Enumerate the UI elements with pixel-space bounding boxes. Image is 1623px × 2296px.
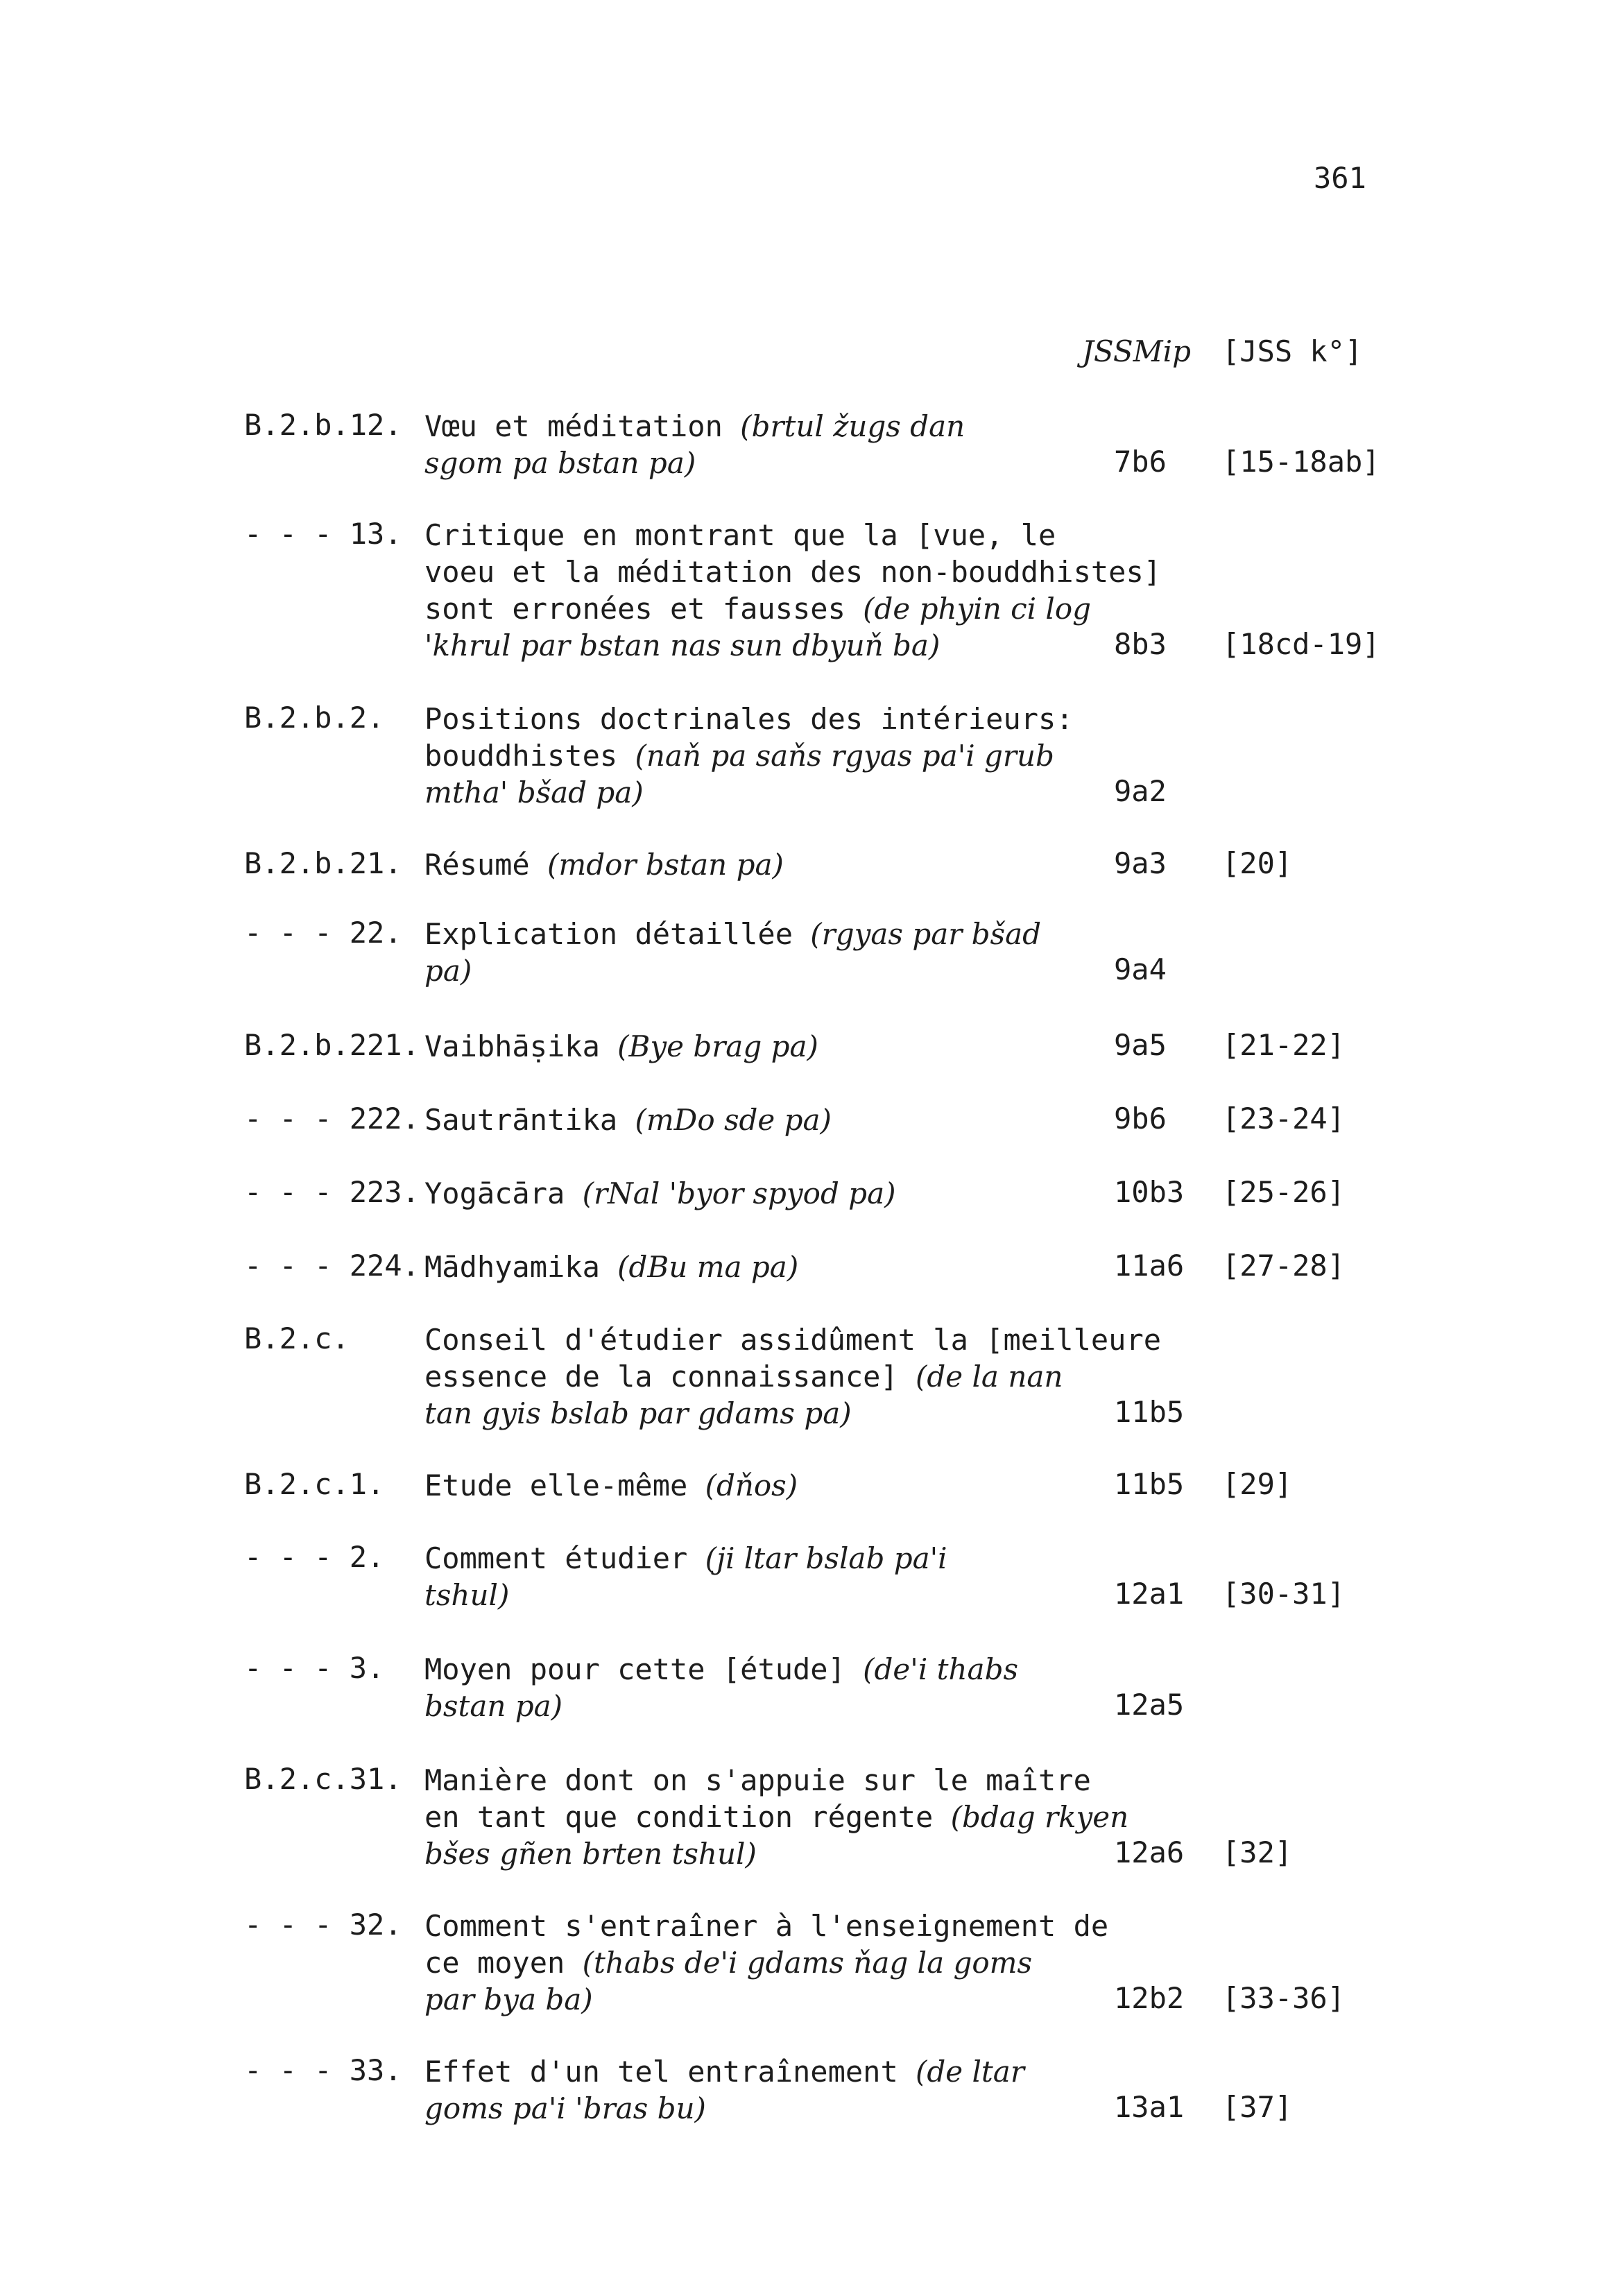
entry-title-text: Moyen pour cette [étude]	[424, 1652, 864, 1686]
tibetan-title: (brtul žugs dan	[740, 409, 965, 443]
entry-title-line	[424, 1799, 1187, 1835]
tibetan-title: (bdag rkyen	[950, 1800, 1129, 1834]
verse-reference: [37]	[1222, 2090, 1293, 2124]
entry-title-text: Vaibhāṣika	[424, 1029, 618, 1063]
column-header-jss: [JSS k°]	[1222, 334, 1363, 368]
entry-title	[424, 1175, 1187, 1212]
entry-title-text: Comment étudier	[424, 1541, 705, 1575]
entry-title-line	[424, 627, 1187, 664]
entry-title	[424, 846, 1187, 883]
entry-title-line	[424, 445, 1187, 481]
entry-title-line	[424, 1028, 1187, 1065]
entry-title-text: Résumé	[424, 848, 548, 882]
entry-title	[424, 1321, 1187, 1432]
verse-reference: [20]	[1222, 846, 1293, 880]
entry-title-line	[424, 1577, 1187, 1613]
tibetan-title: (rNal 'byor spyod pa)	[582, 1176, 896, 1210]
tibetan-title: (de'i thabs	[863, 1652, 1019, 1686]
entry-title-line	[424, 408, 1187, 445]
entry-title-line	[424, 916, 1187, 952]
entry-title	[424, 2053, 1187, 2127]
entry-title-line	[424, 2090, 1187, 2127]
folio-reference: 7b6	[1114, 445, 1167, 479]
folio-reference: 9a3	[1114, 846, 1167, 880]
verse-reference: [18cd-19]	[1222, 627, 1380, 661]
entry-title-text: sont erronées et fausses	[424, 592, 864, 626]
tibetan-title: (thabs de'i gdams ňag la goms	[582, 1946, 1033, 1980]
folio-reference: 12a6	[1114, 1835, 1185, 1869]
entry-title	[424, 1651, 1187, 1724]
tibetan-title: par bya ba)	[424, 1982, 593, 2016]
tibetan-title: tan gyis bslab par gdams pa)	[424, 1396, 852, 1430]
entry-title-line	[424, 1358, 1187, 1395]
folio-reference: 12b2	[1114, 1981, 1185, 2015]
tibetan-title: sgom pa bstan pa)	[424, 446, 696, 480]
verse-reference: [23-24]	[1222, 1102, 1346, 1136]
verse-reference: [27-28]	[1222, 1249, 1346, 1283]
tibetan-title: mtha' bšad pa)	[424, 776, 644, 809]
verse-reference: [33-36]	[1222, 1981, 1346, 2015]
entry-title-line	[424, 590, 1187, 627]
entry-number: B.2.b.21.	[244, 846, 402, 880]
tibetan-title: (Bye brag pa)	[617, 1029, 818, 1063]
tibetan-title: goms pa'i 'bras bu)	[424, 2091, 706, 2125]
entry-title-line	[424, 2053, 1187, 2090]
tibetan-title: bšes gñen brten tshul)	[424, 1837, 757, 1871]
entry-title-text: Manière dont on s'appuie sur le maître	[424, 1763, 1091, 1797]
tibetan-title: (naň pa saňs rgyas pa'i grub	[635, 739, 1054, 773]
entry-title-line	[424, 846, 1187, 883]
entry-title	[424, 1102, 1187, 1138]
tibetan-title: (mdor bstan pa)	[547, 848, 784, 882]
page-number: 361	[1314, 161, 1366, 195]
entry-title-line	[424, 1908, 1187, 1944]
folio-reference: 9a4	[1114, 952, 1167, 986]
verse-reference: [25-26]	[1222, 1175, 1346, 1209]
entry-number: - - - 32.	[244, 1908, 402, 1942]
entry-number: B.2.c.1.	[244, 1467, 385, 1501]
entry-title-text: bouddhistes	[424, 739, 635, 773]
entry-number: B.2.c.31.	[244, 1762, 402, 1796]
entry-title-line	[424, 774, 1187, 811]
entry-title-line	[424, 1175, 1187, 1212]
entry-title-text: essence de la connaissance]	[424, 1360, 916, 1394]
entry-title-text: Mādhyamika	[424, 1250, 618, 1284]
entry-title-line	[424, 1981, 1187, 2018]
entry-title	[424, 517, 1187, 664]
entry-number: B.2.b.12.	[244, 408, 402, 442]
tibetan-title: (de ltar	[916, 2055, 1024, 2089]
entry-title-line	[424, 952, 1187, 989]
folio-reference: 12a5	[1114, 1688, 1185, 1722]
entry-number: - - - 33.	[244, 2053, 402, 2087]
tibetan-title: (mDo sde pa)	[635, 1103, 832, 1137]
entry-title-text: Positions doctrinales des intérieurs:	[424, 702, 1074, 736]
entry-title-line	[424, 554, 1187, 590]
entry-title	[424, 701, 1187, 811]
folio-reference: 12a1	[1114, 1577, 1185, 1611]
entry-title-line	[424, 1944, 1187, 1981]
folio-reference: 8b3	[1114, 627, 1167, 661]
column-header-jssmip: JSSMip	[1082, 334, 1191, 368]
folio-reference: 9a2	[1114, 774, 1167, 808]
verse-reference: [21-22]	[1222, 1028, 1346, 1062]
folio-reference: 9b6	[1114, 1102, 1167, 1136]
entry-title-line	[424, 1467, 1187, 1504]
entry-title-text: Explication détaillée	[424, 917, 811, 951]
entry-title-line	[424, 1249, 1187, 1285]
entry-title-text: Critique en montrant que la [vue, le	[424, 518, 1056, 552]
entry-number: B.2.b.221.	[244, 1028, 420, 1062]
entry-title	[424, 916, 1187, 989]
tibetan-title: 'khrul par bstan nas sun dbyuň ba)	[424, 628, 941, 662]
tibetan-title: (de phyin ci log	[863, 592, 1092, 626]
entry-number: - - - 22.	[244, 916, 402, 950]
entry-title-line	[424, 1102, 1187, 1138]
entry-title-line	[424, 517, 1187, 554]
entry-number: - - - 2.	[244, 1540, 385, 1574]
entry-title	[424, 1762, 1187, 1872]
entry-title-line	[424, 701, 1187, 737]
entry-title-line	[424, 1540, 1187, 1577]
tibetan-title: tshul)	[424, 1578, 510, 1612]
entry-title-line	[424, 737, 1187, 774]
entry-title-text: Effet d'un tel entraînement	[424, 2055, 916, 2089]
tibetan-title: (rgyas par bšad	[810, 917, 1042, 951]
entry-title-text: Sautrāntika	[424, 1103, 635, 1137]
entry-title	[424, 1028, 1187, 1065]
tibetan-title: bstan pa)	[424, 1689, 563, 1723]
folio-reference: 9a5	[1114, 1028, 1167, 1062]
entry-number: - - - 3.	[244, 1651, 385, 1685]
entry-number: - - - 13.	[244, 517, 402, 551]
entry-title-text: Etude elle-même	[424, 1468, 705, 1502]
entry-title-text: Yogācāra	[424, 1176, 583, 1210]
entry-number: B.2.b.2.	[244, 701, 385, 735]
tibetan-title: (dBu ma pa)	[617, 1250, 799, 1284]
verse-reference: [29]	[1222, 1467, 1293, 1501]
folio-reference: 11a6	[1114, 1249, 1185, 1283]
entry-number: - - - 223.	[244, 1175, 420, 1209]
folio-reference: 10b3	[1114, 1175, 1185, 1209]
entry-title-text: voeu et la méditation des non-bouddhistes]	[424, 555, 1162, 589]
entry-title-line	[424, 1651, 1187, 1688]
entry-title-line	[424, 1688, 1187, 1724]
entry-number: B.2.c.	[244, 1321, 350, 1355]
folio-reference: 11b5	[1114, 1395, 1185, 1429]
entry-title-text: Vœu et méditation	[424, 409, 741, 443]
verse-reference: [32]	[1222, 1835, 1293, 1869]
entry-title-text: Comment s'entraîner à l'enseignement de	[424, 1909, 1109, 1943]
entry-title-text: en tant que condition régente	[424, 1800, 951, 1834]
tibetan-title: (de la nan	[916, 1360, 1063, 1394]
entry-title	[424, 1467, 1187, 1504]
entry-title	[424, 1540, 1187, 1613]
tibetan-title: (dňos)	[705, 1468, 798, 1502]
verse-reference: [15-18ab]	[1222, 445, 1380, 479]
verse-reference: [30-31]	[1222, 1577, 1346, 1611]
entry-title-text: ce moyen	[424, 1946, 583, 1980]
entry-title	[424, 1249, 1187, 1285]
entry-number: - - - 222.	[244, 1102, 420, 1136]
tibetan-title: pa)	[424, 954, 472, 988]
entry-title-text: Conseil d'étudier assidûment la [meilleure	[424, 1323, 1162, 1357]
entry-number: - - - 224.	[244, 1249, 420, 1283]
folio-reference: 11b5	[1114, 1467, 1185, 1501]
entry-title	[424, 408, 1187, 481]
tibetan-title: (ji ltar bslab pa'i	[705, 1541, 947, 1575]
folio-reference: 13a1	[1114, 2090, 1185, 2124]
entry-title-line	[424, 1395, 1187, 1432]
entry-title	[424, 1908, 1187, 2018]
entry-title-line	[424, 1835, 1187, 1872]
entry-title-line	[424, 1762, 1187, 1799]
entry-title-line	[424, 1321, 1187, 1358]
